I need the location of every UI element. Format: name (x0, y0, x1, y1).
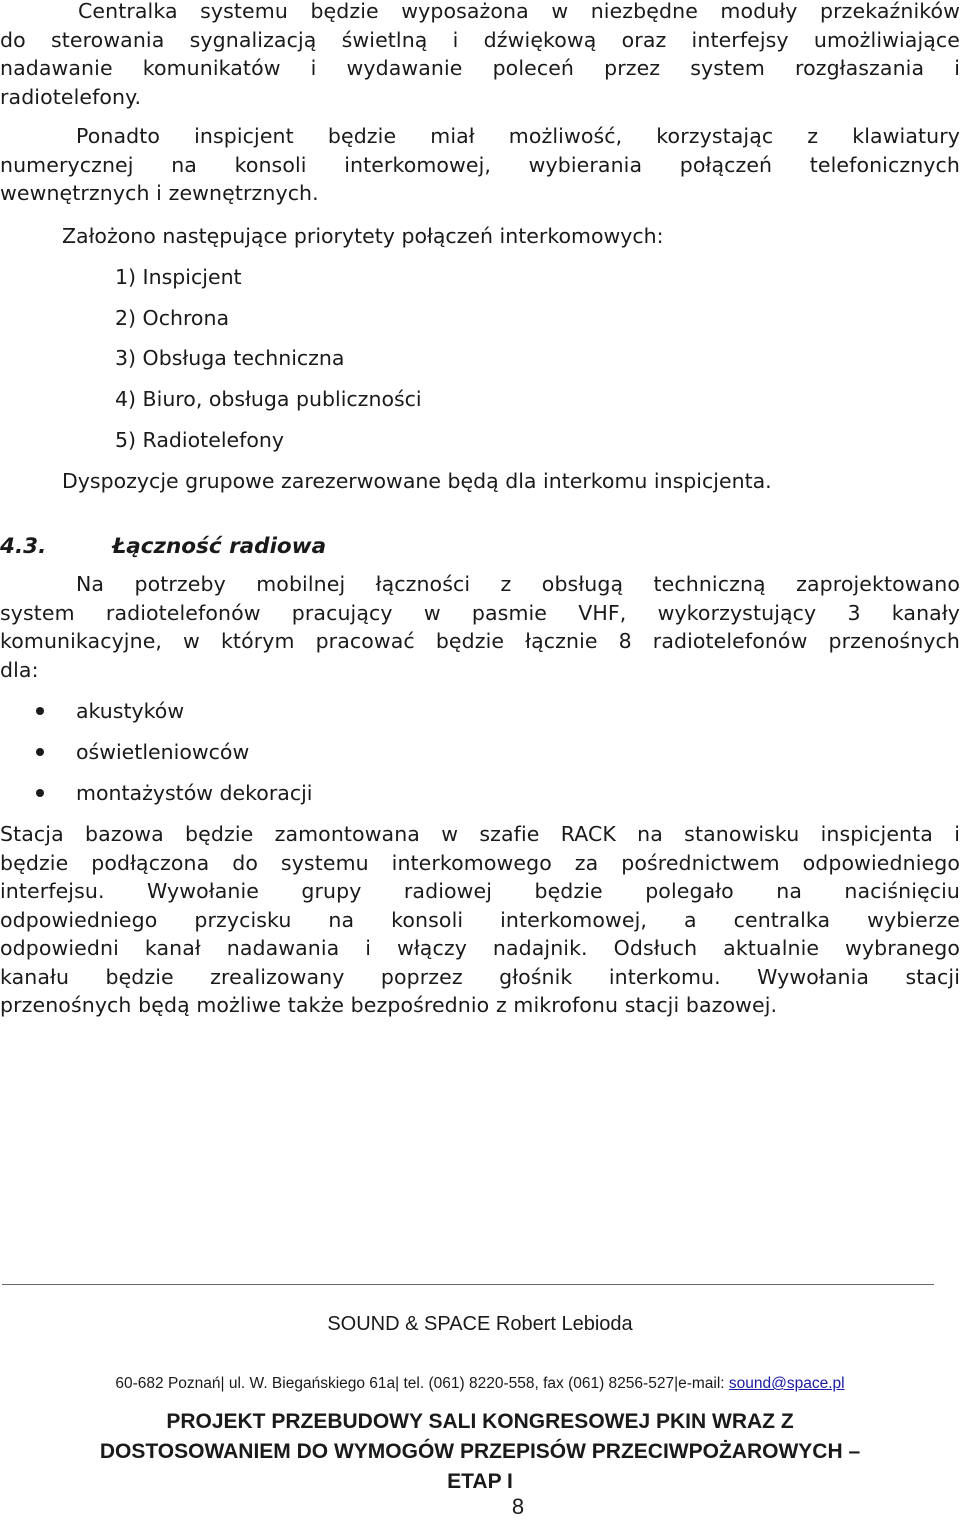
ponadto-line: wewnętrznych i zewnętrznych. (0, 181, 319, 205)
priorities-intro: Założono następujące priorytety połączeń interkomowych: (62, 224, 664, 248)
footer-address-text: 60-682 Poznań| ul. W. Biegańskiego 61a| tel. (061) 8220-558, fax (061) 8256-527|e-mail: (115, 1375, 729, 1392)
footer-email-link[interactable]: sound@space.pl (728, 1375, 845, 1392)
intro-line: Centralka systemu będzie wyposażona w niezbędne moduły przekaźników (78, 0, 960, 23)
bullet-icon (36, 748, 44, 756)
radio-intro-paragraph (0, 570, 960, 684)
intro-line: do sterowania sygnalizacją świetlną i dźwiękową oraz interfejsy umożliwiające (0, 27, 960, 52)
footer-project-line: DOSTOSOWANIEM DO WYMOGÓW PRZEPISÓW PRZECIWPOŻAROWYCH – (99, 1440, 861, 1463)
radio-intro-line: dla: (0, 657, 39, 682)
bullet-text: montażystów dekoracji (76, 781, 313, 805)
bullet-icon (36, 789, 44, 797)
intro-line: radiotelefony. (0, 84, 142, 109)
footer-project-title (0, 1407, 960, 1497)
section-title: Łączność radiowa (112, 534, 327, 559)
priority-item: 2) Ochrona (115, 306, 230, 330)
priority-item: 5) Radiotelefony (115, 428, 285, 452)
station-line: odpowiedni kanał nadawania i włączy nadajnik. Odsłuch aktualnie wybranego (0, 936, 960, 960)
priority-item: 4) Biuro, obsługa publiczności (115, 387, 422, 411)
priority-item: 1) Inspicjent (115, 265, 242, 289)
section-number: 4.3. (0, 534, 47, 559)
station-paragraph (0, 820, 960, 1020)
footer-company: SOUND & SPACE Robert Lebioda (327, 1313, 633, 1335)
footer-project-line: PROJEKT PRZEBUDOWY SALI KONGRESOWEJ PKIN WRAZ Z (166, 1410, 794, 1433)
ponadto-paragraph (0, 122, 960, 208)
station-line: będzie podłączona do systemu interkomowego za pośrednictwem odpowiedniego (0, 850, 960, 875)
bullet-icon (36, 707, 44, 715)
ponadto-line: Ponadto inspicjent będzie miał możliwość, korzystając z klawiatury (76, 124, 960, 148)
ponadto-line: numerycznej na konsoli interkomowej, wybierania połączeń telefonicznych (0, 152, 960, 177)
footer-project-line: ETAP I (447, 1470, 513, 1493)
priority-item: 3) Obsługa techniczna (115, 346, 345, 370)
bullet-text: oświetleniowców (76, 740, 250, 764)
intro-paragraph (0, 0, 960, 111)
section-heading (0, 534, 326, 559)
station-line: kanału będzie zrealizowany poprzez głośnik interkomu. Wywołania stacji (0, 964, 960, 989)
radio-intro-line: komunikacyjne, w którym pracować będzie łącznie 8 radiotelefonów przenośnych (0, 629, 960, 653)
radio-intro-line: Na potrzeby mobilnej łączności z obsługą techniczną zaprojektowano (76, 572, 960, 596)
priorities-note: Dyspozycje grupowe zarezerwowane będą dla interkomu inspicjenta. (62, 469, 772, 493)
bullet-text: akustyków (76, 699, 185, 723)
radio-intro-line: system radiotelefonów pracujący w pasmie VHF, wykorzystujący 3 kanały (0, 600, 960, 625)
footer-divider (2, 1284, 934, 1285)
footer-address (0, 1375, 960, 1393)
station-line: przenośnych będą możliwe także bezpośrednio z mikrofonu stacji bazowej. (0, 993, 778, 1017)
page-number: 8 (511, 1494, 525, 1519)
station-line: Stacja bazowa będzie zamontowana w szafie RACK na stanowisku inspicjenta i (0, 822, 960, 846)
intro-line: nadawanie komunikatów i wydawanie poleceń przez system rozgłaszania i (0, 56, 960, 80)
station-line: odpowiedniego przycisku na konsoli interkomowej, a centralka wybierze (0, 907, 960, 932)
station-line: interfejsu. Wywołanie grupy radiowej będzie polegało na naciśnięciu (0, 879, 960, 903)
